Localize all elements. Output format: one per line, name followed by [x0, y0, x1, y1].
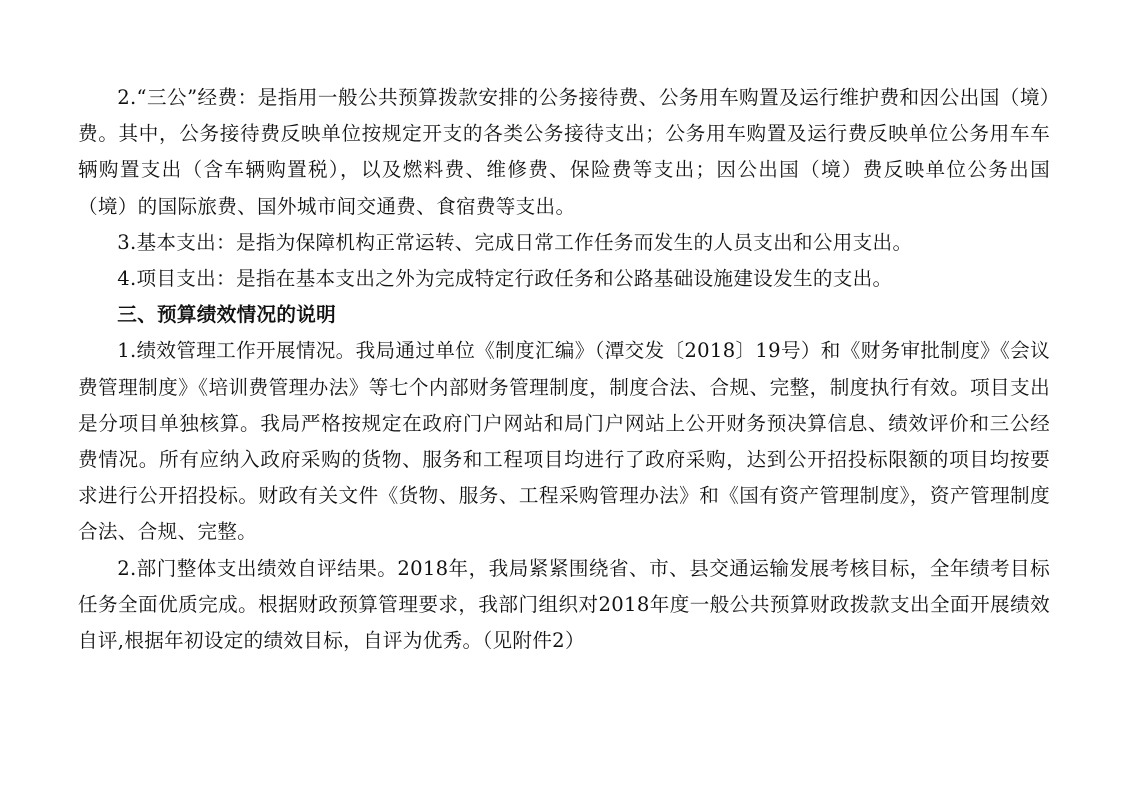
- paragraph-basic-expenditure: 3.基本支出：是指为保障机构正常运转、完成日常工作任务而发生的人员支出和公用支出。: [117, 230, 913, 254]
- paragraph-sangong-expenses: 2.“三公”经费：是指用一般公共预算拨款安排的公务接待费、公务用车购置及运行维护费和因公出国（境）费。其中，公务接待费反映单位按规定开支的各类公务接待支出；公务用车购置及运行费反映单位公务用车车辆购置支出（含车辆购置税），以及燃料费、维修费、保险费等支出；因公出国（境）费反映单位公务出国（境）的国际旅费、国外城市间交通费、食宿费等支出。: [78, 86, 1050, 218]
- document-page: [78, 80, 1050, 659]
- paragraph-project-expenditure: 4.项目支出：是指在基本支出之外为完成特定行政任务和公路基础设施建设发生的支出。: [117, 267, 893, 291]
- paragraph-performance-management: 1.绩效管理工作开展情况。我局通过单位《制度汇编》（潭交发〔2018〕19号）和《财务审批制度》《会议费管理制度》《培训费管理办法》等七个内部财务管理制度，制度合法、合规、完整，制度执行有效。项目支出是分项目单独核算。我局严格按规定在政府门户网站和局门户网站上公开财务预决算信息、绩效评价和三公经费情况。所有应纳入政府采购的货物、服务和工程项目均进行了政府采购，达到公开招投标限额的项目均按要求进行公开招投标。财政有关文件《货物、服务、工程采购管理办法》和《国有资产管理制度》，资产管理制度合法、合规、完整。: [78, 339, 1050, 544]
- section-heading-budget-performance: 三、预算绩效情况的说明: [117, 303, 337, 327]
- paragraph-self-evaluation-result: 2.部门整体支出绩效自评结果。2018年，我局紧紧围绕省、市、县交通运输发展考核目标，全年绩考目标任务全面优质完成。根据财政预算管理要求，我部门组织对2018年度一般公共预算财政拨款支出全面开展绩效自评,根据年初设定的绩效目标，自评为优秀。（见附件2）: [78, 556, 1050, 653]
